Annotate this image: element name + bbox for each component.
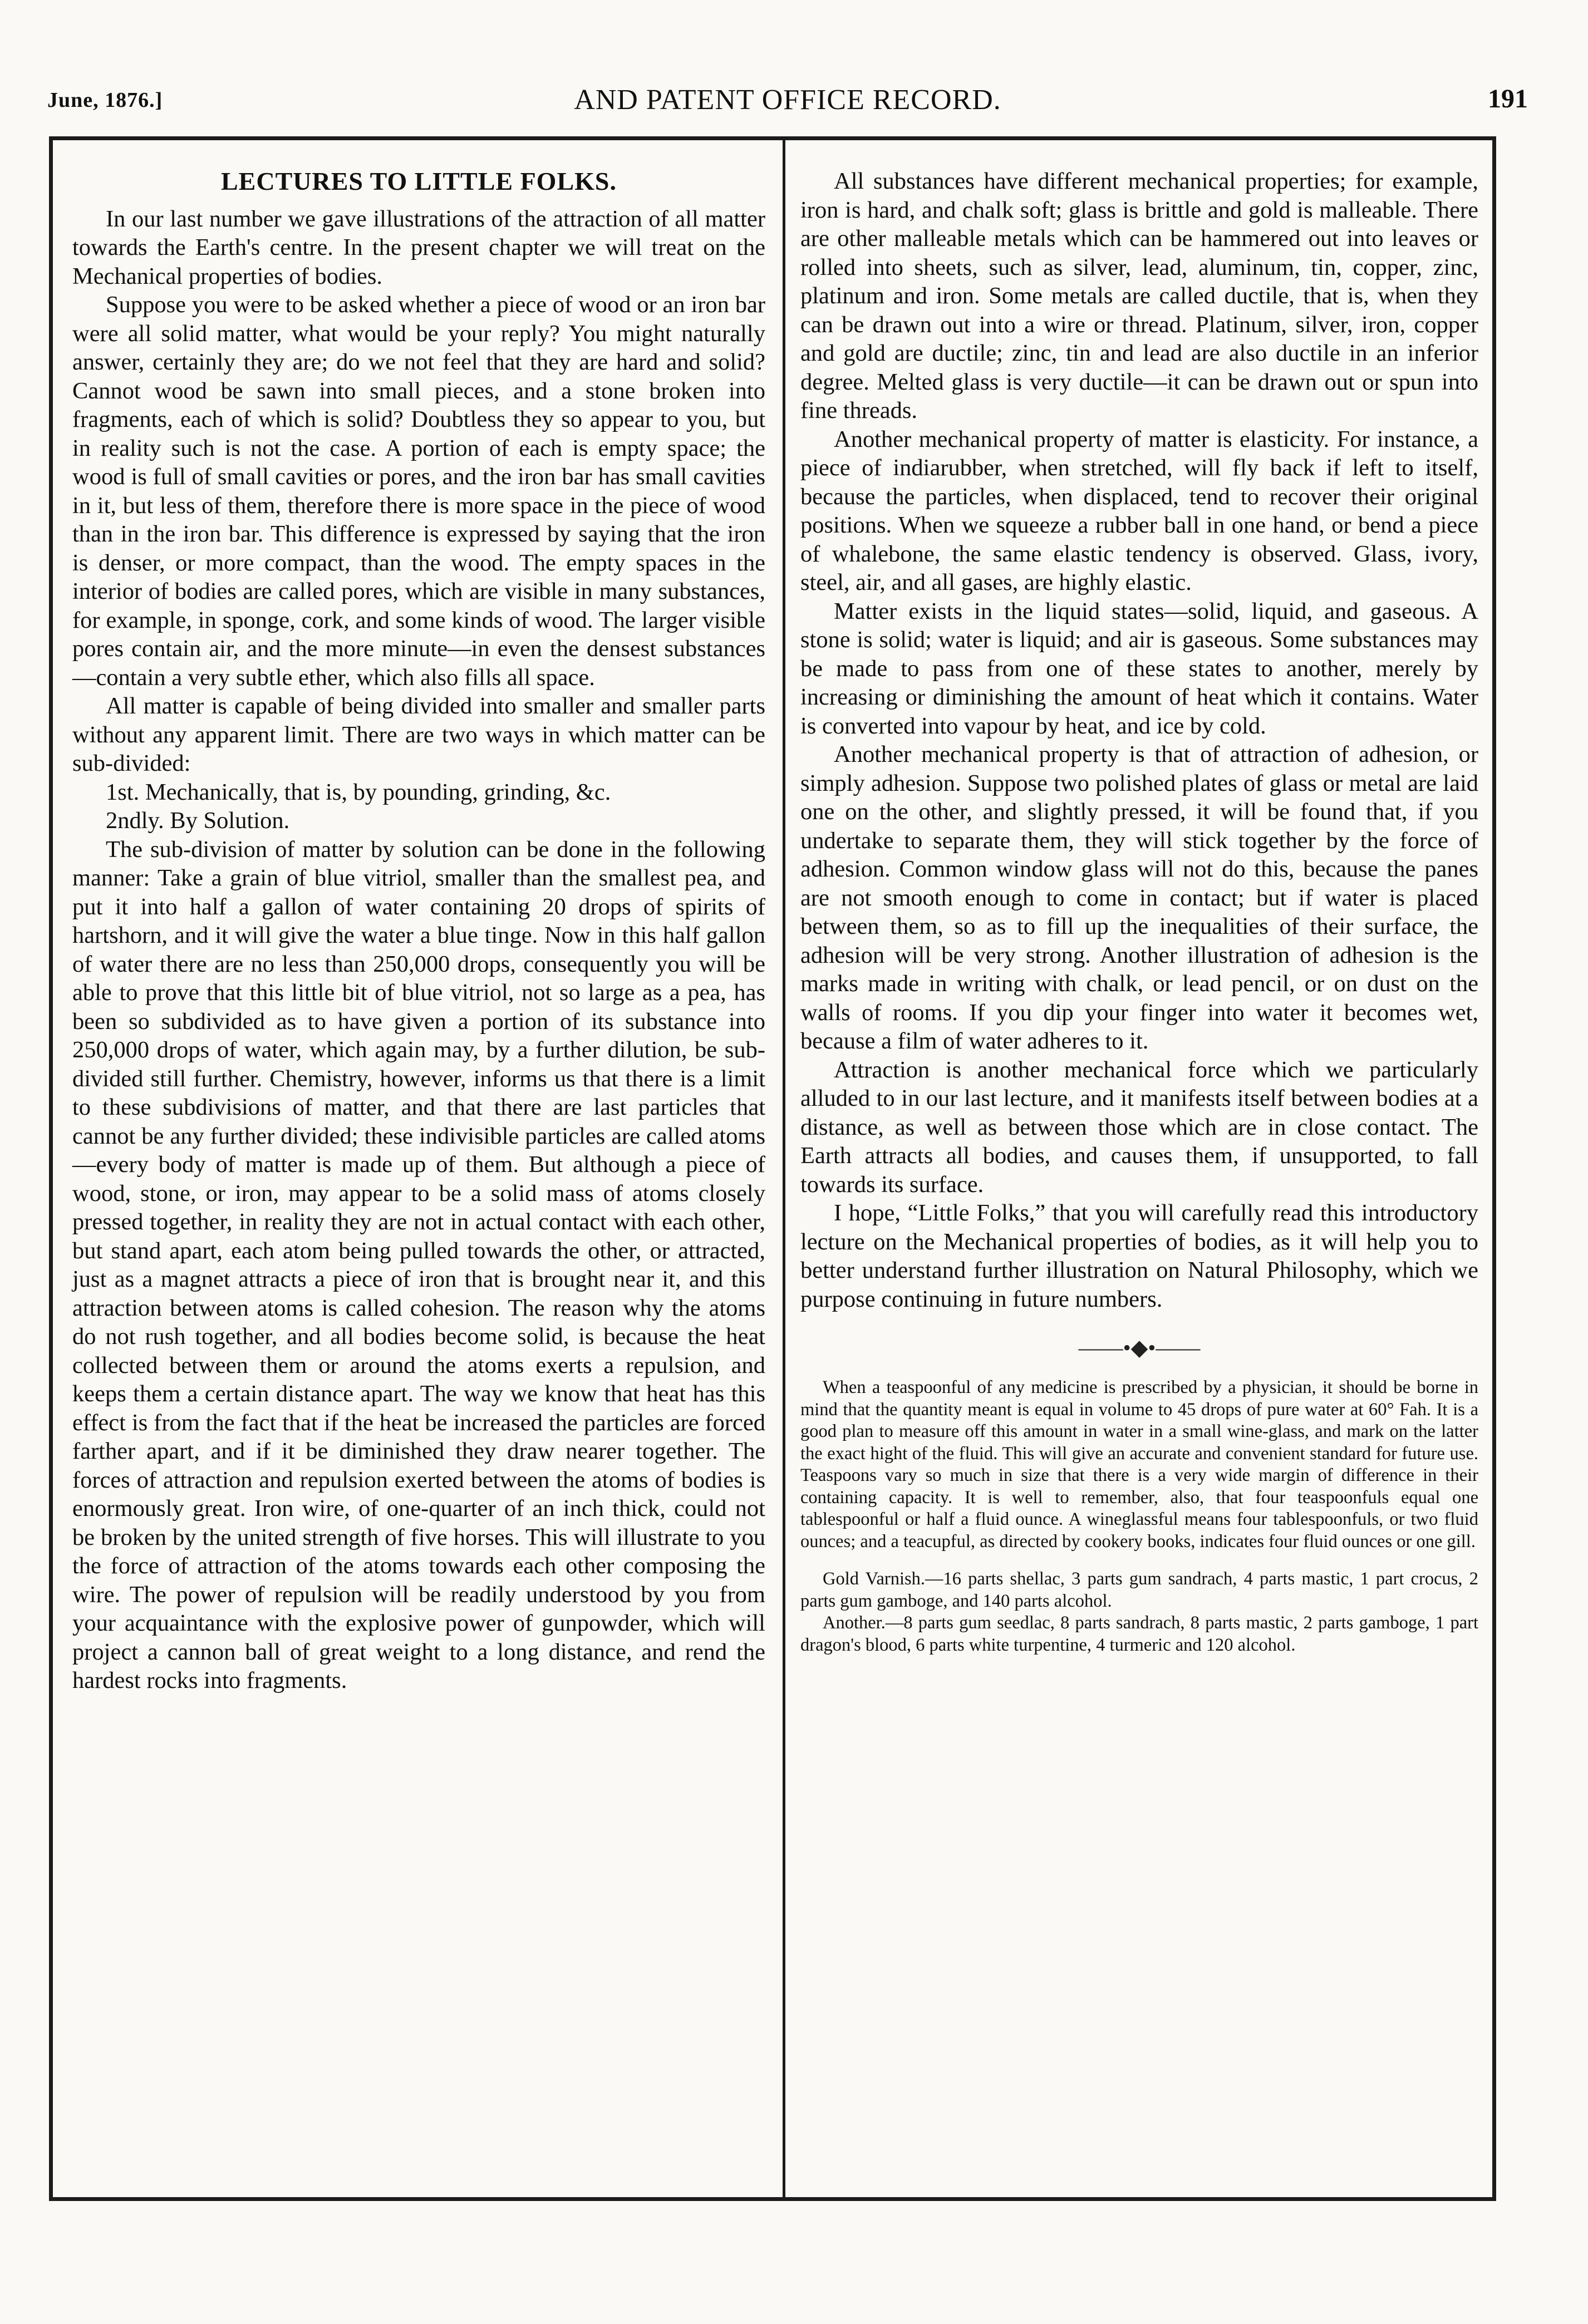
list-item: 1st. Mechanically, that is, by pounding, grinding, &c. [106,779,611,805]
right-column [800,167,1478,1656]
another-varnish-note: Another.—8 parts gum seedlac, 8 parts sandrach, 8 parts mastic, 2 parts gamboge, 1 part dragon's blood, 6 parts white turpentine, 4 turmeric and 120 alcohol. [800,1613,1478,1655]
paragraph: I hope, “Little Folks,” that you will carefully read this introductory lecture on the Mechanical properties of bodies, as it will help you to better understand further illustration on Natural Philosophy, which we purpose continuing in future numbers. [800,1200,1478,1312]
page-header [47,83,1528,122]
paragraph: All substances have different mechanical properties; for example, iron is hard, and chalk soft; glass is brittle and gold is malleable. There are other malleable metals which can be hammered out into leaves or rolled into sheets, such as silver, lead, aluminum, tin, copper, zinc, platinum and iron. Some metals are called ductile, that is, when they can be drawn out into a wire or thread. Platinum, silver, iron, copper and gold are ductile; zinc, tin and lead are also ductile in an inferior degree. Melted glass is very ductile—it can be drawn out or spun into fine threads. [800,168,1478,424]
column-divider [783,140,785,2199]
notes-section [800,1377,1478,1656]
running-title: AND PATENT OFFICE RECORD. [574,84,1001,116]
article-title: LECTURES TO LITTLE FOLKS. [220,167,617,195]
paragraph: Suppose you were to be asked whether a piece of wood or an iron bar were all solid matter, what would be your reply? You might naturally answer, certainly they are; do we not feel that they are hard and solid? Cannot wood be sawn into small pieces, and a stone broken into fragments, each of which is solid? Doubtless they so appear to you, but in reality such is not the case. A portion of each is empty space; the wood is full of small cavities or pores, and the iron bar has small cavities in it, but less of them, therefore there is more space in the piece of wood than in the iron bar. This difference is expressed by saying that the iron is denser, or more compact, than the wood. The empty spaces in the interior of bodies are called pores, which are visible in many substances, for example, in sponge, cork, and some kinds of wood. The larger visible pores contain air, and the more minute—in even the densest substances—contain a very subtle ether, which also fills all space. [72,292,765,691]
paragraph: The sub-division of matter by solution can be done in the following manner: Take a grain of blue vitriol, smaller than the smallest pea, and put it into half a gallon of water containing 20 drops of spirits of hartshorn, and it will give the water a blue tinge. Now in this half gallon of water there are no less than 250,000 drops, consequently you will be able to prove that this little bit of blue vitriol, not so large as a pea, has been so subdivided as to have given a portion of its substance into 250,000 drops of water, which again may, by a further dilution, be sub-divided still further. Chemistry, however, informs us that there is a limit to these subdivisions of matter, and that there are last particles that cannot be any further divided; these indivisible particles are called atoms—every body of matter is made up of them. But although a piece of wood, stone, or iron, may appear to be a solid mass of atoms closely pressed together, in reality they are not in actual contact with each other, but stand apart, each atom being pulled towards the other, or attracted, just as a magnet attracts a piece of iron that is brought near it, and this attraction between atoms is called cohesion. The reason why the atoms do not rush together, and all bodies become solid, is because the heat collected between them or around the atoms exerts a repulsion, and keeps them a certain distance apart. The way we know that heat has this effect is from the fact that if the heat be increased the particles are forced farther apart, and if it be diminished they draw nearer together. The forces of attraction and repulsion exerted between the atoms of bodies is enormously great. Iron wire, of one-quarter of an inch thick, could not be broken by the united strength of five horses. This will illustrate to you the force of attraction of the atoms towards each other composing the wire. The power of repulsion will be readily understood by you from your acquaintance with the explosive power of gunpowder, which will project a cannon ball of great weight to a long distance, and rend the hardest rocks into fragments. [72,836,765,1693]
section-ornament: ——•◆•—— [1078,1335,1201,1360]
left-column [72,167,765,1695]
issue-date: June, 1876.] [47,88,163,112]
paragraph: Matter exists in the liquid states—solid, liquid, and gaseous. A stone is solid; water is liquid; and air is gaseous. Some substances may be made to pass from one of these states to another, merely by increasing or diminishing the amount of heat which it contains. Water is converted into vapour by heat, and ice by cold. [800,598,1478,739]
gold-varnish-note: Gold Varnish.—16 parts shellac, 3 parts gum sandrach, 4 parts mastic, 1 part crocus, 2 parts gum gamboge, and 140 parts alcohol. [800,1569,1478,1611]
paragraph: Another mechanical property is that of attraction of adhesion, or simply adhesion. Suppose two polished plates of glass or metal are laid one on the other, and slightly pressed, it will be found that, if you undertake to separate them, they will stick together by the force of adhesion. Common window glass will not do this, because the panes are not smooth enough to come in contact; but if water is placed between them, so as to fill up the inequalities of their surface, the adhesion will be very strong. Another illustration of adhesion is the marks made in writing with chalk, or lead pencil, or on dust on the walls of rooms. If you dip your finger into water it becomes wet, because a film of water adheres to it. [800,741,1478,1054]
teaspoon-note: When a teaspoonful of any medicine is prescribed by a physician, it should be borne in mind that the quantity meant is equal in volume to 45 drops of pure water at 60° Fah. It is a good plan to measure off this amount in water in a small wine-glass, and mark on the latter the exact hight of the fluid. This will give an accurate and convenient standard for future use. Teaspoons vary so much in size that there is a very wide margin of difference in their containing capacity. It is well to remember, also, that four teaspoonfuls equal one tablespoonful or half a fluid ounce. A wineglassful means four tablespoonfuls, or two fluid ounces; and a teacupful, as directed by cookery books, indicates four fluid ounces or one gill. [800,1377,1478,1552]
paragraph: In our last number we gave illustrations of the attraction of all matter towards the Earth's centre. In the present chapter we will treat on the Mechanical properties of bodies. [72,205,765,289]
page-number: 191 [1488,84,1528,114]
paragraph: Another mechanical property of matter is elasticity. For instance, a piece of indiarubber, when stretched, will fly back if left to itself, because the particles, when displaced, tend to recover their original positions. When we squeeze a rubber ball in one hand, or bend a piece of whalebone, the same elastic tendency is observed. Glass, ivory, steel, air, and all gases, are highly elastic. [800,426,1478,595]
paragraph: Attraction is another mechanical force which we particularly alluded to in our last lecture, and it manifests itself between bodies at a distance, as well as between those which are in close contact. The Earth attracts all bodies, and causes them, if unsupported, to fall towards its surface. [800,1056,1478,1198]
paragraph: All matter is capable of being divided into smaller and smaller parts without any apparent limit. There are two ways in which matter can be sub-divided: [72,693,765,776]
list-item: 2ndly. By Solution. [106,808,290,834]
